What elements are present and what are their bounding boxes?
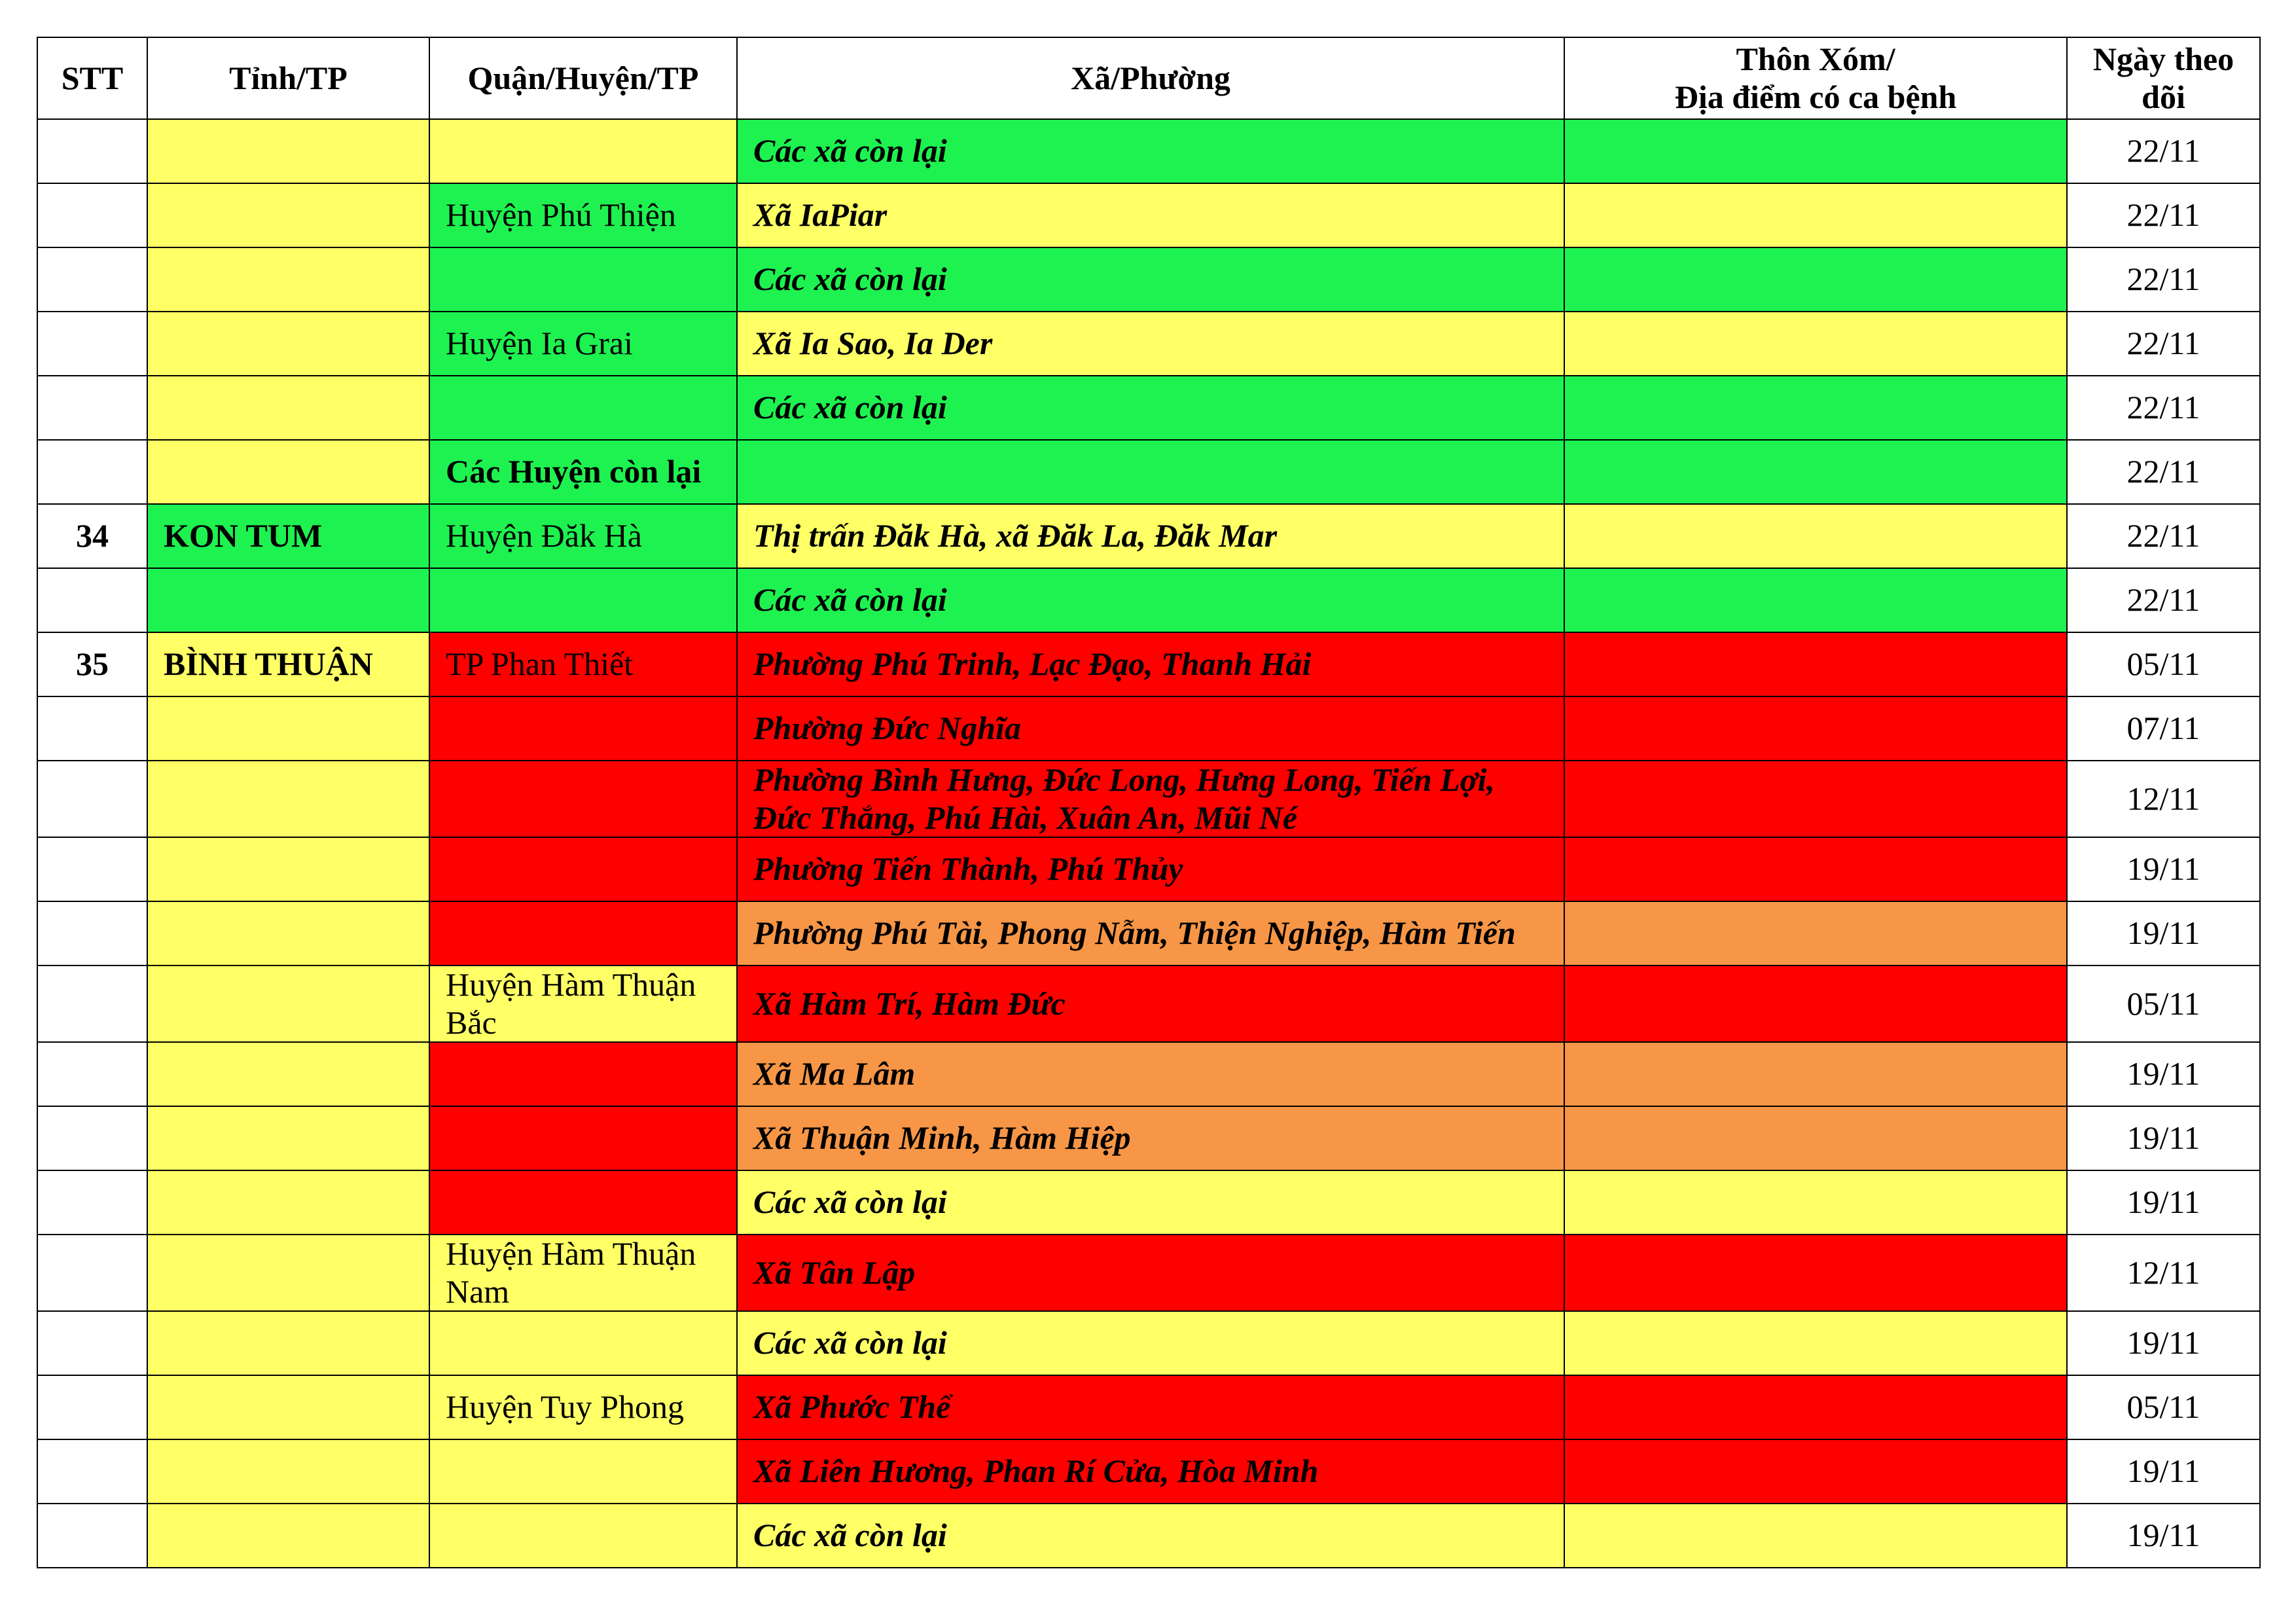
ward-cell: Xã Thuận Minh, Hàm Hiệp (737, 1106, 1564, 1170)
stt-cell (37, 761, 147, 837)
province-cell (147, 1170, 429, 1235)
hamlet-cell (1564, 1375, 2067, 1439)
header-hamlet: Thôn Xóm/ Địa điểm có ca bệnh (1564, 37, 2067, 119)
hamlet-cell (1564, 376, 2067, 440)
ward-cell: Các xã còn lại (737, 568, 1564, 632)
province-cell (147, 696, 429, 761)
province-cell (147, 376, 429, 440)
district-cell (429, 119, 737, 183)
date-cell: 22/11 (2067, 183, 2260, 247)
stt-cell (37, 901, 147, 965)
table-row (37, 696, 2260, 761)
province-cell (147, 1375, 429, 1439)
date-cell: 19/11 (2067, 1439, 2260, 1504)
ward-cell: Xã Ia Sao, Ia Der (737, 312, 1564, 376)
date-cell: 22/11 (2067, 440, 2260, 504)
hamlet-cell (1564, 965, 2067, 1042)
stt-cell (37, 1170, 147, 1235)
stt-cell (37, 1504, 147, 1568)
district-cell: Huyện Phú Thiện (429, 183, 737, 247)
ward-cell: Các xã còn lại (737, 1311, 1564, 1375)
hamlet-cell (1564, 183, 2067, 247)
hamlet-cell (1564, 1042, 2067, 1106)
ward-cell: Phường Phú Tài, Phong Nẫm, Thiện Nghiệp, Hàm Tiến (737, 901, 1564, 965)
date-cell: 19/11 (2067, 1170, 2260, 1235)
stt-cell (37, 1375, 147, 1439)
hamlet-cell (1564, 440, 2067, 504)
district-cell (429, 1504, 737, 1568)
district-cell: Huyện Tuy Phong (429, 1375, 737, 1439)
district-cell (429, 837, 737, 901)
date-cell: 22/11 (2067, 312, 2260, 376)
date-cell: 22/11 (2067, 376, 2260, 440)
ward-cell: Các xã còn lại (737, 1170, 1564, 1235)
district-cell: Các Huyện còn lại (429, 440, 737, 504)
date-cell: 19/11 (2067, 1311, 2260, 1375)
ward-cell: Xã IaPiar (737, 183, 1564, 247)
district-cell: TP Phan Thiết (429, 632, 737, 696)
date-cell: 12/11 (2067, 1235, 2260, 1311)
hamlet-cell (1564, 1311, 2067, 1375)
district-cell: Huyện Hàm Thuận Bắc (429, 965, 737, 1042)
table-header (37, 37, 2260, 119)
district-cell (429, 1439, 737, 1504)
table-row (37, 837, 2260, 901)
outbreak-level-table (37, 37, 2261, 1568)
table-row (37, 376, 2260, 440)
stt-cell (37, 1042, 147, 1106)
hamlet-cell (1564, 761, 2067, 837)
stt-cell: 35 (37, 632, 147, 696)
hamlet-cell (1564, 696, 2067, 761)
ward-cell: Thị trấn Đăk Hà, xã Đăk La, Đăk Mar (737, 504, 1564, 568)
header-district: Quận/Huyện/TP (429, 37, 737, 119)
stt-cell: 34 (37, 504, 147, 568)
header-stt: STT (37, 37, 147, 119)
hamlet-cell (1564, 312, 2067, 376)
date-cell: 22/11 (2067, 504, 2260, 568)
table-row (37, 440, 2260, 504)
hamlet-cell (1564, 837, 2067, 901)
ward-cell: Xã Ma Lâm (737, 1042, 1564, 1106)
date-cell: 19/11 (2067, 901, 2260, 965)
hamlet-cell (1564, 1106, 2067, 1170)
table-row (37, 183, 2260, 247)
table-row (37, 312, 2260, 376)
province-cell: BÌNH THUẬN (147, 632, 429, 696)
hamlet-cell (1564, 119, 2067, 183)
district-cell (429, 1170, 737, 1235)
province-cell (147, 965, 429, 1042)
province-cell (147, 901, 429, 965)
table-row (37, 901, 2260, 965)
date-cell: 05/11 (2067, 632, 2260, 696)
stt-cell (37, 1235, 147, 1311)
district-cell (429, 901, 737, 965)
table-row (37, 119, 2260, 183)
province-cell (147, 119, 429, 183)
table-row (37, 1311, 2260, 1375)
header-date-label: Ngày theo dõi (2092, 41, 2234, 115)
hamlet-cell (1564, 1170, 2067, 1235)
ward-cell: Phường Bình Hưng, Đức Long, Hưng Long, Tiến Lợi, Đức Thắng, Phú Hài, Xuân An, Mũi Né (737, 761, 1564, 837)
hamlet-cell (1564, 568, 2067, 632)
ward-cell: Phường Phú Trinh, Lạc Đạo, Thanh Hải (737, 632, 1564, 696)
stt-cell (37, 568, 147, 632)
date-cell: 19/11 (2067, 1106, 2260, 1170)
ward-cell (737, 440, 1564, 504)
province-cell (147, 247, 429, 312)
header-ward: Xã/Phường (737, 37, 1564, 119)
province-cell (147, 183, 429, 247)
stt-cell (37, 696, 147, 761)
province-cell (147, 837, 429, 901)
table-row (37, 247, 2260, 312)
table-body (37, 119, 2260, 1568)
district-cell: Huyện Ia Grai (429, 312, 737, 376)
district-cell (429, 696, 737, 761)
date-cell: 19/11 (2067, 837, 2260, 901)
table-row (37, 1106, 2260, 1170)
header-date (2067, 37, 2260, 119)
table-row (37, 1170, 2260, 1235)
table-row (37, 761, 2260, 837)
table-row (37, 504, 2260, 568)
district-cell (429, 568, 737, 632)
province-cell (147, 1106, 429, 1170)
province-cell (147, 1439, 429, 1504)
table-row (37, 1235, 2260, 1311)
stt-cell (37, 1439, 147, 1504)
stt-cell (37, 119, 147, 183)
ward-cell: Xã Hàm Trí, Hàm Đức (737, 965, 1564, 1042)
date-cell: 05/11 (2067, 965, 2260, 1042)
district-cell: Huyện Đăk Hà (429, 504, 737, 568)
province-cell (147, 312, 429, 376)
district-cell (429, 1311, 737, 1375)
district-cell (429, 761, 737, 837)
district-cell (429, 376, 737, 440)
ward-cell: Các xã còn lại (737, 119, 1564, 183)
ward-cell: Xã Phước Thể (737, 1375, 1564, 1439)
table-row (37, 965, 2260, 1042)
hamlet-cell (1564, 504, 2067, 568)
province-cell (147, 1504, 429, 1568)
hamlet-cell (1564, 901, 2067, 965)
district-cell: Huyện Hàm Thuận Nam (429, 1235, 737, 1311)
table-row (37, 1439, 2260, 1504)
hamlet-cell (1564, 247, 2067, 312)
district-cell (429, 1106, 737, 1170)
date-cell: 22/11 (2067, 568, 2260, 632)
table-row (37, 1375, 2260, 1439)
stt-cell (37, 965, 147, 1042)
date-cell: 07/11 (2067, 696, 2260, 761)
province-cell (147, 1042, 429, 1106)
province-cell (147, 1235, 429, 1311)
stt-cell (37, 440, 147, 504)
province-cell (147, 440, 429, 504)
stt-cell (37, 183, 147, 247)
date-cell: 12/11 (2067, 761, 2260, 837)
ward-cell: Xã Tân Lập (737, 1235, 1564, 1311)
ward-cell: Các xã còn lại (737, 1504, 1564, 1568)
ward-cell: Phường Tiến Thành, Phú Thủy (737, 837, 1564, 901)
stt-cell (37, 1311, 147, 1375)
hamlet-cell (1564, 632, 2067, 696)
table-row (37, 1042, 2260, 1106)
stt-cell (37, 376, 147, 440)
stt-cell (37, 837, 147, 901)
hamlet-cell (1564, 1504, 2067, 1568)
hamlet-cell (1564, 1439, 2067, 1504)
date-cell: 22/11 (2067, 247, 2260, 312)
ward-cell: Các xã còn lại (737, 247, 1564, 312)
table-row (37, 632, 2260, 696)
stt-cell (37, 247, 147, 312)
table-row (37, 1504, 2260, 1568)
hamlet-cell (1564, 1235, 2067, 1311)
date-cell: 19/11 (2067, 1042, 2260, 1106)
ward-cell: Phường Đức Nghĩa (737, 696, 1564, 761)
date-cell: 05/11 (2067, 1375, 2260, 1439)
date-cell: 19/11 (2067, 1504, 2260, 1568)
province-cell (147, 568, 429, 632)
district-cell (429, 247, 737, 312)
header-row (37, 37, 2260, 119)
ward-cell: Xã Liên Hương, Phan Rí Cửa, Hòa Minh (737, 1439, 1564, 1504)
province-cell: KON TUM (147, 504, 429, 568)
stt-cell (37, 1106, 147, 1170)
district-cell (429, 1042, 737, 1106)
table-row (37, 568, 2260, 632)
province-cell (147, 761, 429, 837)
province-cell (147, 1311, 429, 1375)
header-province: Tỉnh/TP (147, 37, 429, 119)
stt-cell (37, 312, 147, 376)
ward-cell: Các xã còn lại (737, 376, 1564, 440)
date-cell: 22/11 (2067, 119, 2260, 183)
